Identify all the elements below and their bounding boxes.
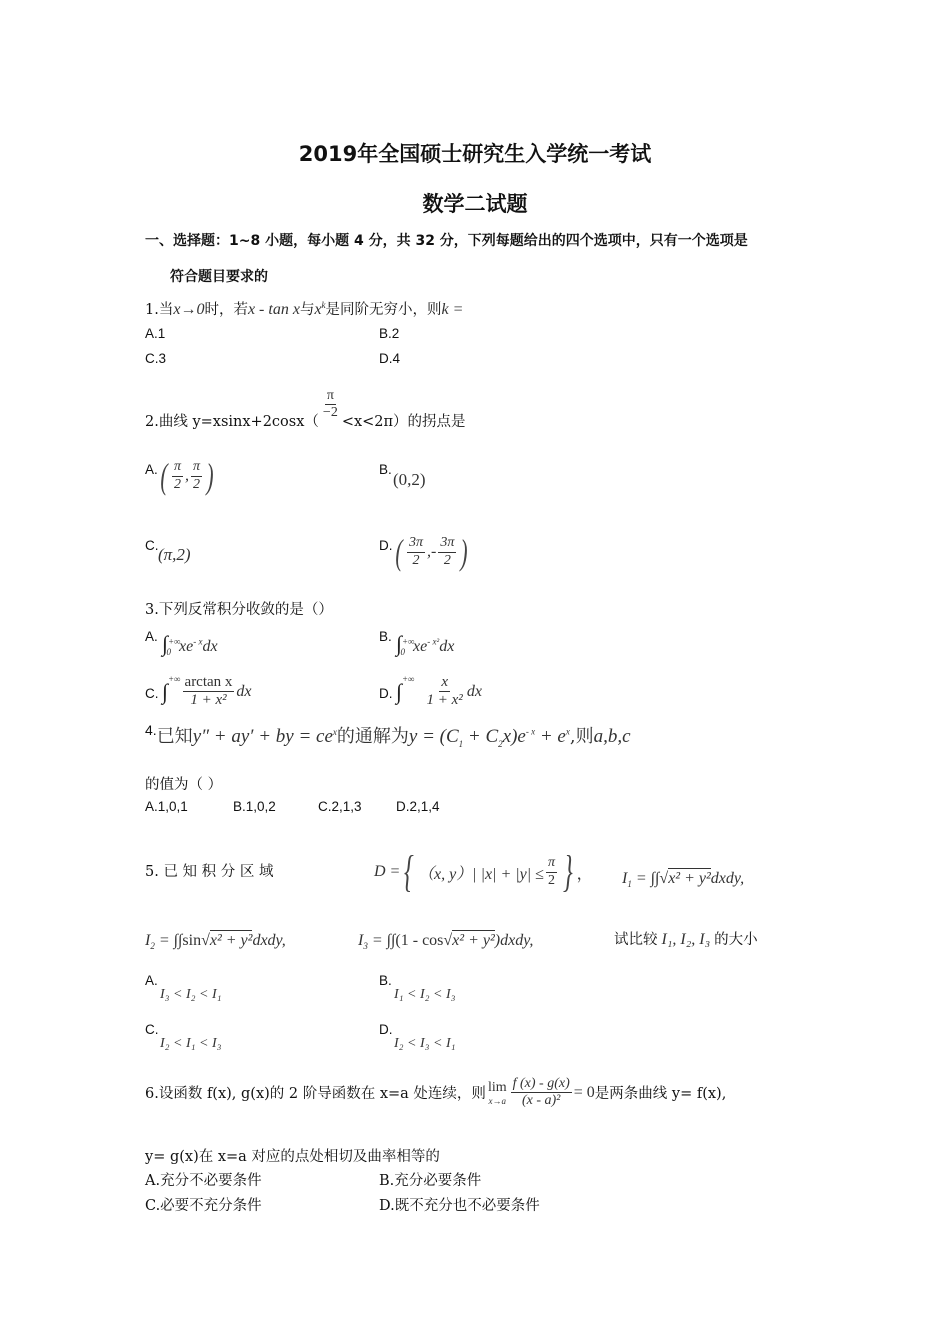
q2-option-b-label: B. <box>379 462 392 477</box>
q2-option-b: (0,2) <box>393 470 426 489</box>
q5-i3: $I_3 = \int\int(1 - \cos√x^2$ + y²)dxdy, <box>358 932 534 952</box>
question-1: 1.当x→0时，若x - tan x与$x^k$是同阶无穷小，则k = <box>145 300 464 318</box>
q2-option-a: ( $\frac{\pi}{2}$ , $\frac{\pi}{2}$ ) <box>160 456 214 496</box>
q2-option-c: (π,2) <box>158 545 191 564</box>
question-4: $^{4.}$已知y″ + ay′ + by = $ce^x$的通解为$y = (C_1 + C_2x)e^{- x} + e^x$,则a,b,c <box>145 722 631 749</box>
q2-option-d-label: D. <box>379 538 393 553</box>
q5-option-b: I₁ < I₂ < I₃ <box>394 987 456 1002</box>
exam-subtitle: 数学二试题 <box>422 192 528 216</box>
question-3: 3.下列反常积分收敛的是（） <box>145 602 333 618</box>
q5-option-d: I₂ < I₃ < I₁ <box>394 1036 456 1051</box>
q4-option-d: D.2,1,4 <box>396 799 440 814</box>
q6-line2: y= g(x)在 x=a 对应的点处相切及曲率相等的 <box>145 1149 440 1165</box>
q3-option-b-label: B. <box>379 629 392 644</box>
section-header: 一、选择题：1~8 小题，每小题 4 分，共 32 分，下列每题给出的四个选项中，只有一个选项是 <box>145 233 748 249</box>
q6-option-b: B.充分必要条件 <box>379 1173 482 1189</box>
q1-option-c: C.3 <box>145 351 167 366</box>
q2-option-d: ( $\frac{3\pi}{2}$ , - $\frac{3\pi}{2}$ ) <box>395 532 468 572</box>
q5-domain: D = { （x, y）| |x| + |y| ≤ $\frac{\pi}{2}$ } ， <box>374 847 593 896</box>
q3-option-c-label: C. <box>145 686 159 701</box>
q2-option-a-label: A. <box>145 462 158 477</box>
question-5-intro: 5. 已 知 积 分 区 域 <box>145 864 274 880</box>
q3-option-c: ∫ +∞ $\frac{\text{arctan x}}{\text{1 + x²}}$ dx <box>162 674 252 709</box>
q5-compare: 试比较 I₁, I₂, I₃ 的大小 <box>614 931 758 948</box>
q4-line2: 的值为（ ） <box>145 777 223 793</box>
q6-option-a: A.充分不必要条件 <box>145 1173 262 1189</box>
q6-option-c: C.必要不充分条件 <box>145 1198 262 1214</box>
q4-option-c: C.2,1,3 <box>318 799 362 814</box>
q1-option-a: A.1 <box>145 326 166 341</box>
question-6: 6.设函数 f(x), g(x)的 2 阶导函数在 x=a 处连续，则 lim x→a $\frac{f (x) - g(x)}{\text{(x - a)²}}$ = 0 是两条曲线 y= f(x), <box>145 1076 727 1109</box>
q4-option-a: A.1,0,1 <box>145 799 188 814</box>
question-2: 2.曲线 y=xsinx+2cosx（ $\frac{\pi}{-2}$ <x<2π）的拐点是 <box>145 387 466 430</box>
q3-option-a-label: A. <box>145 629 158 644</box>
q2-option-c-label: C. <box>145 538 159 553</box>
q6-option-d: D.既不充分也不必要条件 <box>379 1198 540 1214</box>
q5-option-a: I₃ < I₂ < I₁ <box>160 987 222 1002</box>
q5-i1: $I_1 = \int\int√x^2$ + y²dxdy, <box>622 870 745 890</box>
section-header-cont: 符合题目要求的 <box>170 269 268 285</box>
exam-title: 2019年全国硕士研究生入学统一考试 <box>298 142 652 166</box>
q5-option-d-label: D. <box>379 1022 393 1037</box>
q3-option-d-label: D. <box>379 686 393 701</box>
q3-option-d: ∫ +∞ $\frac{x}{\text{1 + x²}}$ dx <box>396 674 482 709</box>
q5-i2: $I_2 = \int\int\sin√x^2$ + y²dxdy, <box>145 932 286 952</box>
q3-option-b: $\int^{+\infty}_0$ $xe^{- x^2}dx$ <box>396 631 455 658</box>
q5-option-c-label: C. <box>145 1022 159 1037</box>
q1-option-b: B.2 <box>379 326 400 341</box>
q5-option-b-label: B. <box>379 973 392 988</box>
q3-option-a: $\int^{+\infty}_0$ $xe^{- x}dx$ <box>162 631 218 658</box>
q1-option-d: D.4 <box>379 351 401 366</box>
q4-option-b: B.1,0,2 <box>233 799 276 814</box>
q5-option-a-label: A. <box>145 973 158 988</box>
q5-option-c: I₂ < I₁ < I₃ <box>160 1036 222 1051</box>
